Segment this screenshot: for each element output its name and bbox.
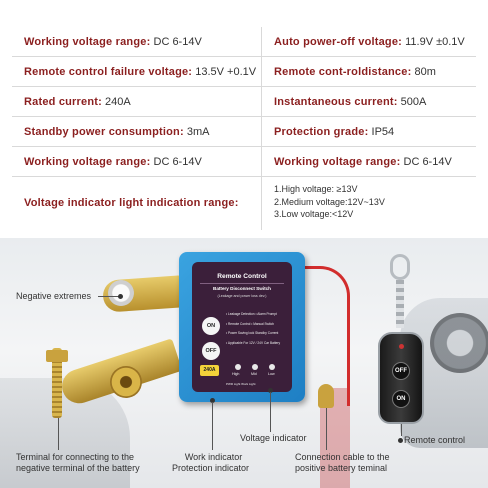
column-divider xyxy=(261,117,262,146)
column-divider xyxy=(261,57,262,86)
spec-key: Voltage indicator light indication range: xyxy=(24,197,239,209)
led-label: Mid xyxy=(251,372,257,376)
spec-row xyxy=(12,87,476,117)
led-mid xyxy=(252,364,258,370)
feature-item: • Remote Control • Manual Switch xyxy=(226,321,274,326)
spec-value: 13.5V +0.1V xyxy=(195,66,257,78)
spec-key: Remote cont-roldistance: xyxy=(274,66,412,78)
spec-left xyxy=(24,57,256,87)
callout-dot xyxy=(398,438,403,443)
remote-fob xyxy=(378,332,424,424)
led-label: Low xyxy=(268,372,275,376)
column-divider xyxy=(261,87,262,116)
column-divider xyxy=(261,177,262,230)
spec-key: Working voltage range: xyxy=(274,156,401,168)
on-button[interactable]: ON xyxy=(202,317,220,335)
work-light-label: PWR Light Work Light xyxy=(226,382,256,386)
spec-value: DC 6-14V xyxy=(153,36,202,48)
spec-value: DC 6-14V xyxy=(403,156,452,168)
product-photo xyxy=(0,238,488,488)
spec-value: 3mA xyxy=(186,126,210,138)
terminal-nut xyxy=(110,366,142,398)
column-divider xyxy=(261,147,262,176)
column-divider xyxy=(261,27,262,56)
spec-right xyxy=(274,27,465,57)
callout-dot xyxy=(118,294,123,299)
remote-on-button[interactable]: ON xyxy=(392,390,410,408)
spec-right xyxy=(274,117,394,147)
keychain xyxy=(396,280,404,328)
spec-table xyxy=(0,0,488,238)
callout-negative-extremes: Negative extremes xyxy=(16,291,92,301)
spec-value: 500A xyxy=(400,96,427,108)
spec-value: 240A xyxy=(105,96,131,108)
spec-right xyxy=(274,87,426,117)
spec-key: Instantaneous current: xyxy=(274,96,398,108)
spec-left xyxy=(24,27,202,57)
spec-right xyxy=(274,57,436,87)
spec-key: Working voltage range: xyxy=(24,156,151,168)
cable-ring-terminal xyxy=(318,384,334,408)
spec-key: Auto power-off voltage: xyxy=(274,36,403,48)
indicator-list xyxy=(274,183,385,221)
callout-terminal xyxy=(16,452,140,474)
indicator-line: 1.High voltage: ≥13V xyxy=(274,184,358,194)
spec-left xyxy=(24,87,131,117)
callout-line xyxy=(326,408,327,450)
device-title: Remote Control xyxy=(217,273,267,280)
feature-item: • Leakage Detection • Alarm Prompt xyxy=(226,312,277,316)
callout-line xyxy=(98,296,120,297)
spec-value: DC 6-14V xyxy=(153,156,202,168)
spec-row xyxy=(12,27,476,57)
keyring xyxy=(390,254,410,280)
callout-terminal-line1: Terminal for connecting to the xyxy=(16,452,135,462)
spec-key: Standby power consumption: xyxy=(24,126,184,138)
spec-key: Protection grade: xyxy=(274,126,369,138)
background-wheel xyxy=(430,313,488,373)
terminal-bolt-head xyxy=(46,350,68,362)
spec-row xyxy=(12,117,476,147)
led-low xyxy=(269,364,275,370)
callout-line xyxy=(212,402,213,450)
callout-voltage-indicator: Voltage indicator xyxy=(240,433,307,443)
spec-row xyxy=(12,57,476,87)
terminal-cap xyxy=(108,280,134,306)
callout-terminal-line2: negative terminal of the battery xyxy=(16,463,140,473)
spec-left xyxy=(24,147,202,177)
spec-right xyxy=(274,147,452,177)
amp-rating-badge: 240A xyxy=(200,365,219,376)
device-note: (Leakage and power loss dev.) xyxy=(217,294,267,298)
callout-line xyxy=(270,392,271,432)
feature-list xyxy=(226,310,280,348)
spec-left xyxy=(24,117,210,147)
spec-value: IP54 xyxy=(371,126,395,138)
callout-line xyxy=(58,418,59,450)
device-subtitle: Battery Disconnect Switch xyxy=(213,286,271,291)
feature-item: • Power Saving lock Standby Current xyxy=(226,331,279,335)
spec-value: 80m xyxy=(414,66,436,78)
callout-cable xyxy=(295,452,390,474)
spec-key: Rated current: xyxy=(24,96,102,108)
spec-key: Remote control failure voltage: xyxy=(24,66,193,78)
callout-cable-line1: Connection cable to the xyxy=(295,452,390,462)
callout-line xyxy=(401,424,402,436)
led-high xyxy=(235,364,241,370)
off-button[interactable]: OFF xyxy=(202,342,220,360)
spec-row xyxy=(12,147,476,177)
spec-left xyxy=(24,177,239,230)
spec-row-indicator xyxy=(12,177,476,230)
disconnect-switch-device xyxy=(179,252,305,402)
callout-remote-control: Remote control xyxy=(404,435,466,445)
remote-off-button[interactable]: OFF xyxy=(392,362,410,380)
led-label: High xyxy=(232,372,240,376)
spec-value: 11.9V ±0.1V xyxy=(405,36,465,48)
spec-key: Working voltage range: xyxy=(24,36,151,48)
callout-indicators xyxy=(172,452,249,474)
device-face xyxy=(192,262,292,392)
face-divider xyxy=(200,283,284,284)
indicator-line: 3.Low voltage:<12V xyxy=(274,209,354,219)
callout-cable-line2: positive battery teminal xyxy=(295,463,388,473)
indicator-line: 2.Medium voltage:12V~13V xyxy=(274,196,385,207)
remote-led xyxy=(399,344,404,349)
callout-work-indicator: Work indicator xyxy=(184,452,243,462)
callout-protection-indicator: Protection indicator xyxy=(172,463,250,473)
feature-item: • Applicable For 12V / 24V Car Battery xyxy=(226,340,281,345)
